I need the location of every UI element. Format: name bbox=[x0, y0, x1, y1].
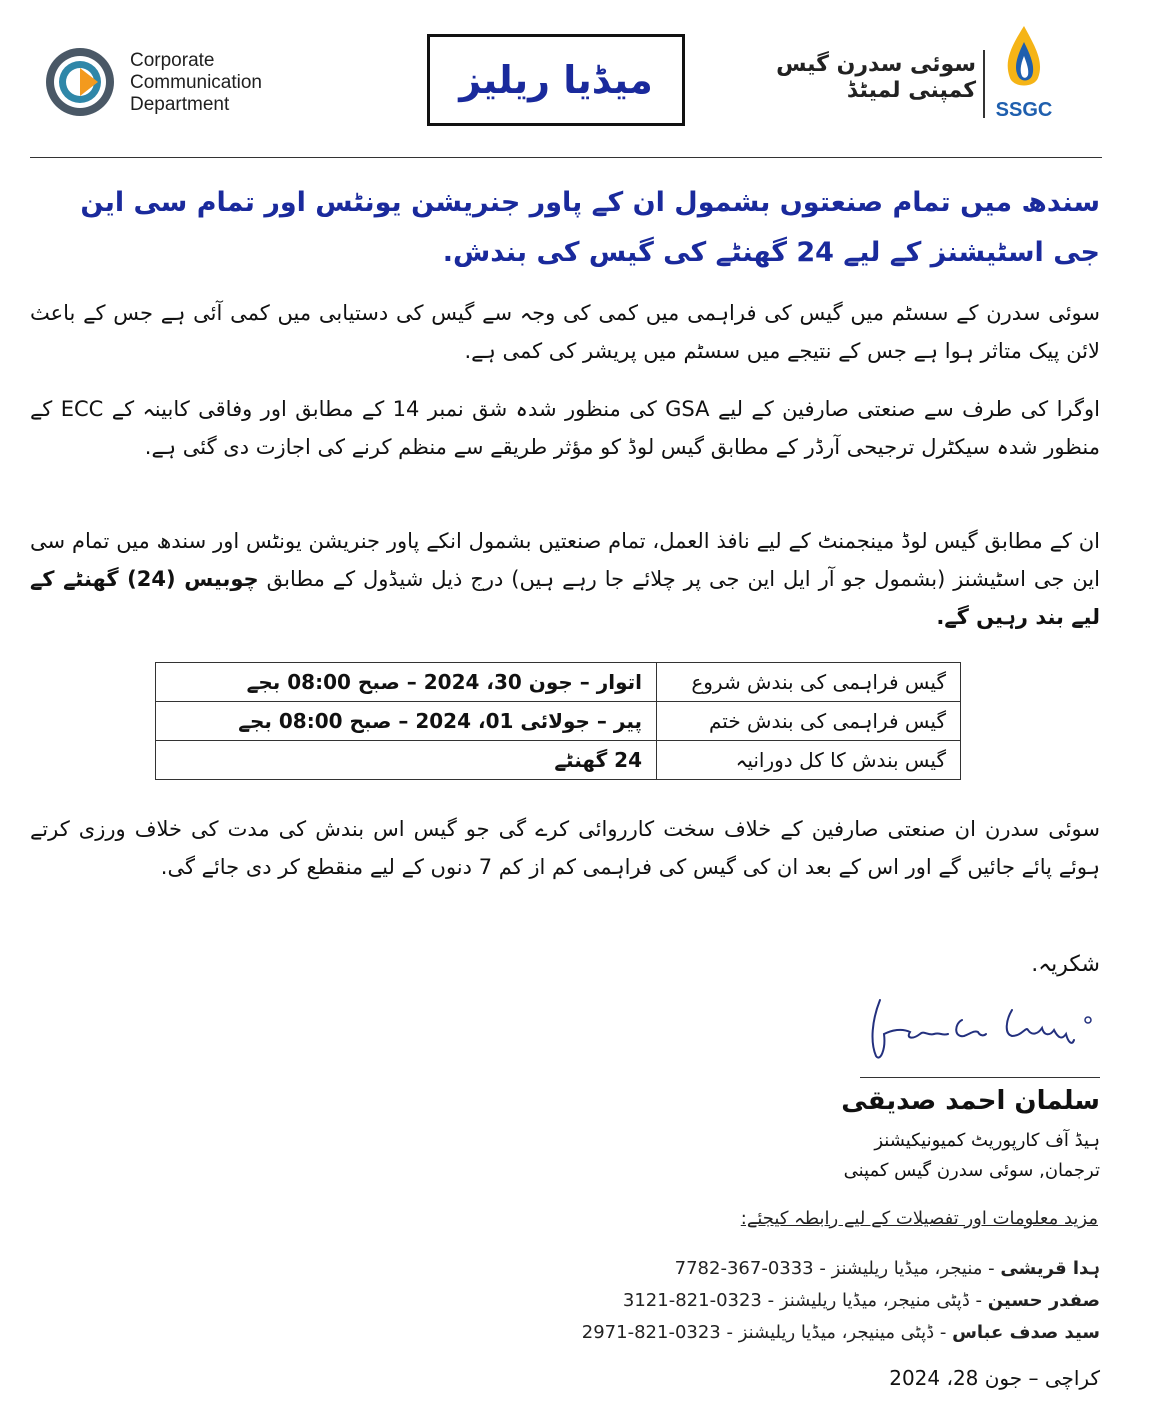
signer-title-line: ترجمان, سوئی سدرن گیس کمپنی bbox=[843, 1160, 1100, 1181]
schedule-label: گیس فراہمی کی بندش شروع bbox=[657, 663, 961, 702]
contact-phone: 0323-821-3121 bbox=[622, 1290, 762, 1311]
gas-closure-schedule-table bbox=[155, 662, 961, 780]
contact-name: ہدا قریشی bbox=[1000, 1258, 1100, 1279]
contact-entry bbox=[675, 1258, 1100, 1279]
schedule-value: اتوار – جون 30، 2024 – صبح 08:00 بجے bbox=[156, 663, 657, 702]
schedule-value: پیر – جولائی 01، 2024 – صبح 08:00 بجے bbox=[156, 702, 657, 741]
paragraph-closure-notice bbox=[30, 522, 1100, 636]
schedule-value: 24 گھنٹے bbox=[156, 741, 657, 780]
contact-heading: مزید معلومات اور تفصیلات کے لیے رابطہ کیجئے: bbox=[740, 1208, 1098, 1229]
headline: سندھ میں تمام صنعتوں بشمول ان کے پاور جنریشن یونٹس اور تمام سی این جی اسٹیشنز کے لیے 24 گھنٹے کی گیس کی بندش. bbox=[80, 187, 1100, 268]
schedule-label: گیس بندش کا کل دورانیہ bbox=[657, 741, 961, 780]
media-release-title: میڈیا ریلیز bbox=[459, 58, 653, 102]
dateline: کراچی – جون 28، 2024 bbox=[889, 1366, 1100, 1390]
table-row bbox=[156, 741, 961, 780]
closure-notice-duration: چوبیس (24) گھنٹے کے لیے بند رہیں گے. bbox=[30, 567, 1100, 629]
contact-name: سید صدف عباس bbox=[952, 1322, 1100, 1343]
contact-phone: 0323-821-2971 bbox=[581, 1322, 721, 1343]
signer-title-line: ہیڈ آف کارپوریٹ کمیونیکیشنز bbox=[874, 1130, 1100, 1151]
department-name bbox=[130, 50, 262, 116]
contact-role: - ڈپٹی منیجر، میڈیا ریلیشنز - bbox=[761, 1290, 988, 1311]
closure-notice-text: ان کے مطابق گیس لوڈ مینجمنٹ کے لیے نافذ العمل، تمام صنعتیں بشمول انکے پاور جنریشن یونٹس اور سندھ میں تمام سی این جی اسٹیشنز (بشمول جو آر ایل این جی پر چلائے جا رہے ہیں) درج ذیل شیڈول کے مطابق bbox=[30, 529, 1100, 591]
header-divider bbox=[30, 157, 1102, 158]
handwritten-signature-icon bbox=[862, 990, 1098, 1070]
contact-entry bbox=[582, 1322, 1100, 1343]
paragraph-ogra-authorization: اوگرا کی طرف سے صنعتی صارفین کے لیے GSA کی منظور شدہ شق نمبر 14 کے مطابق اور وفاقی کابینہ کے ECC کے منظور شدہ سیکٹرل ترجیحی آرڈر کے مطابق گیس لوڈ کو مؤثر طریقے سے منظم کرنے کی اجازت دی گئی ہے. bbox=[30, 397, 1100, 459]
signer-title bbox=[844, 1126, 1100, 1186]
contact-role: - ڈپٹی مینیجر، میڈیا ریلیشنز - bbox=[720, 1322, 953, 1343]
contact-phone: 0333-367-7782 bbox=[674, 1258, 814, 1279]
signature-line bbox=[860, 1077, 1100, 1078]
closing-thanks: شکریہ. bbox=[1031, 952, 1100, 977]
table-row bbox=[156, 702, 961, 741]
corporate-communication-logo-icon bbox=[42, 44, 118, 120]
department-line: Corporate bbox=[130, 50, 215, 71]
table-row bbox=[156, 663, 961, 702]
paragraph-supply-shortage: سوئی سدرن کے سسٹم میں گیس کی فراہمی میں کمی کی وجہ سے گیس کی دستیابی میں کمی آئی ہے جس کے باعث لائن پیک متاثر ہوا ہے جس کے نتیجے میں سسٹم میں پریشر کی کمی ہے. bbox=[30, 301, 1100, 363]
contact-role: - منیجر، میڈیا ریلیشنز - bbox=[813, 1258, 1001, 1279]
company-urdu-name bbox=[776, 52, 976, 104]
contact-name: صفدر حسین bbox=[987, 1290, 1100, 1311]
media-release-box bbox=[427, 34, 685, 126]
ssgc-flame-logo-icon bbox=[992, 22, 1056, 122]
department-line: Communication bbox=[130, 72, 262, 93]
contact-entry bbox=[623, 1290, 1100, 1311]
company-urdu-line: کمپنی لمیٹڈ bbox=[846, 78, 976, 103]
company-logo-text: SSGC bbox=[995, 99, 1053, 121]
company-urdu-line: سوئی سدرن گیس bbox=[776, 52, 976, 77]
department-line: Department bbox=[130, 94, 230, 115]
paragraph-enforcement-warning: سوئی سدرن ان صنعتی صارفین کے خلاف سخت کارروائی کرے گی جو گیس اس بندش کی مدت کی خلاف ورزی کرتے ہوئے پائے جائیں گے اور اس کے بعد ان کی گیس کی فراہمی کم از کم 7 دنوں کے لیے منقطع کر دی جائے گی. bbox=[30, 817, 1100, 879]
logo-divider bbox=[983, 50, 985, 118]
schedule-label: گیس فراہمی کی بندش ختم bbox=[657, 702, 961, 741]
signer-name: سلمان احمد صدیقی bbox=[841, 1086, 1100, 1116]
